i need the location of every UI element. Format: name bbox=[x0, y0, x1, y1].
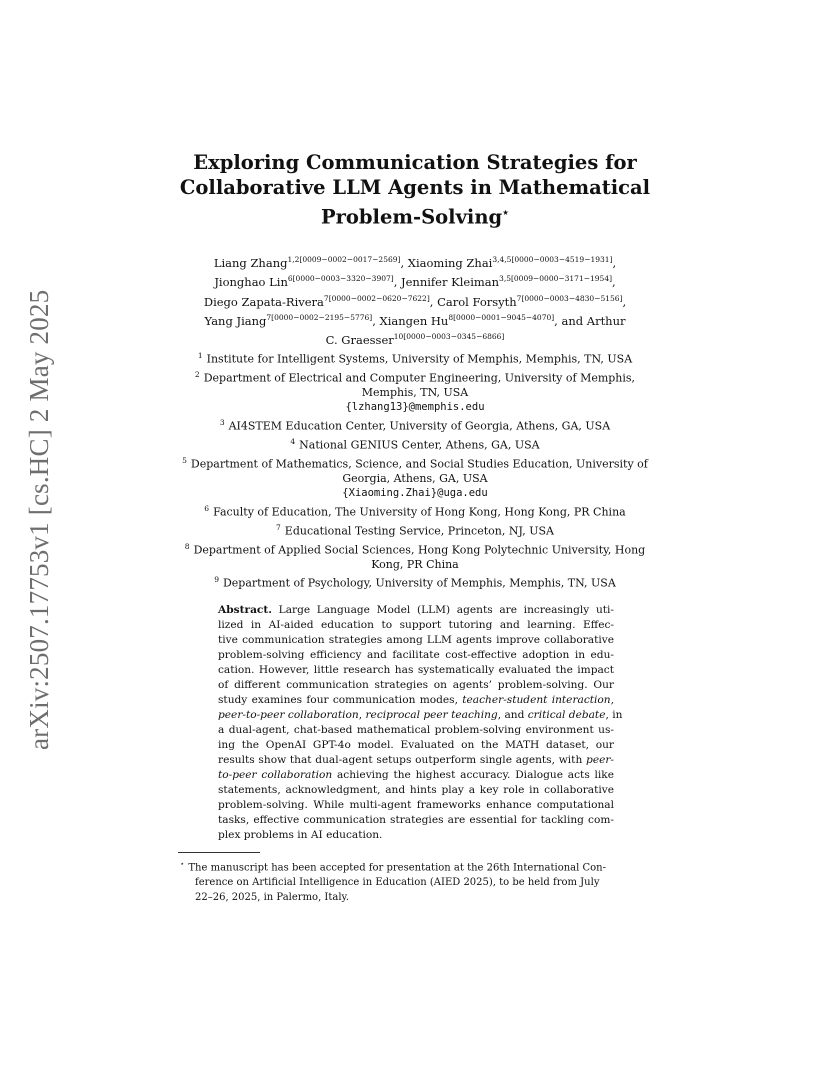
abstract-line bbox=[218, 708, 623, 723]
affiliation-line: Kong, PR China bbox=[371, 558, 459, 572]
affiliation-text: Faculty of Education, The University of Hong Kong, Hong Kong, PR China bbox=[213, 505, 626, 519]
affiliation-number: 6 bbox=[204, 504, 210, 514]
title-footnote-mark: ⋆ bbox=[502, 206, 510, 219]
author-name: Diego Zapata-Rivera bbox=[203, 294, 324, 309]
email-address: {Xiaoming.Zhai}@uga.edu bbox=[342, 487, 488, 500]
affiliation-line bbox=[160, 539, 670, 558]
abstract-line bbox=[218, 753, 614, 768]
affiliation-number: 1 bbox=[197, 351, 203, 360]
author-orcid: 3,4,5[0000−0003−4519−1931] bbox=[492, 255, 613, 264]
abstract-line bbox=[218, 603, 614, 618]
author-orcid: 6[0000−0003−3320−3907] bbox=[287, 274, 394, 284]
footnote-line: 22–26, 2025, in Palermo, Italy. bbox=[195, 892, 350, 904]
affiliation-line bbox=[160, 453, 670, 472]
abstract-text: , and bbox=[497, 709, 525, 721]
author-name: Xiaoming Zhai bbox=[407, 255, 493, 270]
affiliation-line bbox=[160, 501, 670, 520]
affiliation-text: Department of Electrical and Computer Engineering, University of Memphis, bbox=[203, 371, 636, 385]
abstract-line: plex problems in AI education. bbox=[218, 829, 383, 841]
abstract-text: , in bbox=[605, 709, 623, 721]
affiliation-text: Department of Psychology, University of Memphis, Memphis, TN, USA bbox=[222, 576, 616, 590]
footnote-line bbox=[180, 857, 655, 875]
author-line bbox=[160, 329, 670, 348]
abstract-line: cation. However, little research has systematically evaluated the impact bbox=[218, 664, 614, 676]
author-orcid: 1,2[0009−0002−0017−2569] bbox=[287, 255, 401, 264]
affiliation-text: National GENIUS Center, Athens, GA, USA bbox=[299, 438, 540, 452]
abstract-text: achieving the highest accuracy. Dialogue acts like bbox=[336, 769, 614, 781]
affiliation-text: AI4STEM Education Center, University of Georgia, Athens, GA, USA bbox=[228, 419, 611, 433]
author-name: Xiangen Hu bbox=[379, 313, 449, 328]
author-line: Liang Zhang$^{1,2[0009-0002-0017-2569]}$, Xiaoming Zhai$^{3,4,5[0000-0003-4519-1931]}$, bbox=[213, 255, 617, 270]
affiliation-text: Department of Mathematics, Science, and Social Studies Education, University of bbox=[190, 457, 648, 471]
emphasis-text: teacher-student interaction, bbox=[462, 694, 614, 706]
affiliation-line: Georgia, Athens, GA, USA bbox=[342, 472, 488, 486]
emphasis-text: peer-to-peer collaboration bbox=[218, 709, 359, 721]
affiliation-number: 9 bbox=[214, 575, 219, 585]
affiliation-number: 3 bbox=[219, 418, 225, 428]
author-orcid: 7[0000−0002−2195−5776] bbox=[266, 312, 373, 322]
footnote-mark: ⋆ bbox=[180, 860, 185, 868]
author-name: Liang Zhang bbox=[213, 255, 288, 270]
punctuation: , bbox=[358, 709, 363, 721]
abstract bbox=[218, 603, 623, 843]
author-orcid: 7[0000−0002−0620−7622] bbox=[323, 293, 430, 303]
paper-title bbox=[160, 150, 670, 230]
author-name: C. Graesser bbox=[325, 333, 394, 348]
author-line: Jionghao Lin$^{6[0000-0003-3320-3907]}$, Jennifer Kleiman$^{3,5[0009-0000-3171-1954]}$, bbox=[214, 274, 616, 290]
author-orcid: 8[0000−0001−9045−4070] bbox=[448, 312, 555, 322]
abstract-line bbox=[218, 768, 614, 783]
abstract-line: tasks, effective communication strategies are essential for tackling com- bbox=[218, 814, 614, 826]
affiliation-text: Institute for Intelligent Systems, University of Memphis, Memphis, TN, USA bbox=[206, 352, 633, 366]
abstract-line: tive communication strategies among LLM agents improve collaborative bbox=[218, 634, 614, 646]
emphasis-text: to-peer collaboration bbox=[218, 769, 333, 781]
abstract-line: problem-solving. While multi-agent frameworks enhance computational bbox=[218, 799, 614, 811]
footnote-line: ference on Artificial Intelligence in Education (AIED 2025), to be held from July bbox=[195, 877, 600, 889]
footnote-text: The manuscript has been accepted for presentation at the 26th International Con- bbox=[188, 862, 607, 874]
abstract-text: study examines four communication modes, bbox=[218, 694, 458, 706]
title-line: Collaborative LLM Agents in Mathematical bbox=[179, 176, 651, 199]
affiliation-line bbox=[160, 348, 670, 367]
emphasis-text: peer- bbox=[586, 754, 614, 766]
author-orcid: 3,5[0009−0000−3171−1954] bbox=[499, 274, 613, 284]
author-line: Diego Zapata-Rivera$^{7[0000-0002-0620-7622]}$, Carol Forsyth$^{7[0000-0003-4830-5156]}$, bbox=[203, 293, 627, 309]
affiliation-number: 8 bbox=[184, 541, 190, 551]
affiliation-line bbox=[160, 367, 670, 386]
abstract-line: ing the OpenAI GPT-4o model. Evaluated on the MATH dataset, our bbox=[218, 739, 614, 751]
affiliation-text: Educational Testing Service, Princeton, NJ, USA bbox=[284, 524, 554, 538]
abstract-line: of different communication strategies on agents’ problem-solving. Our bbox=[218, 679, 614, 691]
author-name: Jionghao Lin bbox=[214, 275, 288, 290]
affiliation-line bbox=[160, 572, 670, 591]
author-conjunction: , and Arthur bbox=[554, 313, 626, 328]
author-list bbox=[160, 252, 670, 349]
affiliation-line bbox=[160, 434, 670, 453]
title-line bbox=[160, 200, 670, 230]
affiliation-number: 4 bbox=[290, 436, 296, 446]
title-line: Exploring Communication Strategies for bbox=[193, 151, 637, 174]
affiliation-number: 2 bbox=[194, 369, 200, 379]
affiliation-list bbox=[160, 348, 670, 591]
author-orcid: 10[0000−0003−0345−6866] bbox=[393, 332, 505, 342]
abstract-line: lized in AI-aided education to support tutoring and learning. Effec- bbox=[218, 619, 614, 631]
abstract-line bbox=[218, 693, 614, 708]
affiliation-line bbox=[160, 415, 670, 434]
affiliation-number: 5 bbox=[182, 455, 187, 465]
abstract-line: statements, acknowledgment, and hints play a key role in collaborative bbox=[218, 784, 614, 796]
affiliation-line bbox=[160, 520, 670, 539]
author-name: Carol Forsyth bbox=[437, 294, 517, 309]
author-line: Yang Jiang$^{7[0000-0002-2195-5776]}$, Xiangen $Hu^{8[0000-0001-9045-4070]}$, and Arthur bbox=[204, 312, 626, 328]
abstract-text: results show that dual-agent setups outperform single agents, with bbox=[218, 754, 583, 766]
emphasis-text: reciprocal peer teaching bbox=[365, 709, 498, 721]
email-address: {lzhang13}@memphis.edu bbox=[345, 401, 485, 414]
abstract-text: Large Language Model (LLM) agents are increasingly uti- bbox=[278, 604, 614, 616]
affiliation-line: Memphis, TN, USA bbox=[361, 386, 469, 400]
affiliation-text: Department of Applied Social Sciences, Hong Kong Polytechnic University, Hong bbox=[193, 543, 646, 557]
footnote-rule bbox=[178, 852, 260, 853]
abstract-line: a dual-agent, chat-based mathematical problem-solving environment us- bbox=[218, 724, 614, 736]
title-line-text: Problem-Solving bbox=[320, 205, 503, 229]
affiliation-number: 7 bbox=[276, 522, 281, 532]
abstract-line: problem-solving efficiency and facilitate cost-effective adoption in edu- bbox=[218, 649, 614, 661]
arxiv-identifier: arXiv:2507.17753v1 [cs.HC] 2 May 2025 bbox=[24, 289, 54, 750]
footnote bbox=[180, 857, 655, 905]
author-orcid: 7[0000−0003−4830−5156] bbox=[516, 293, 623, 303]
author-name: Yang Jiang bbox=[204, 313, 267, 328]
author-name: Jennifer Kleiman bbox=[401, 275, 500, 290]
emphasis-text: critical debate bbox=[527, 709, 606, 721]
abstract-label: Abstract. bbox=[218, 604, 272, 616]
